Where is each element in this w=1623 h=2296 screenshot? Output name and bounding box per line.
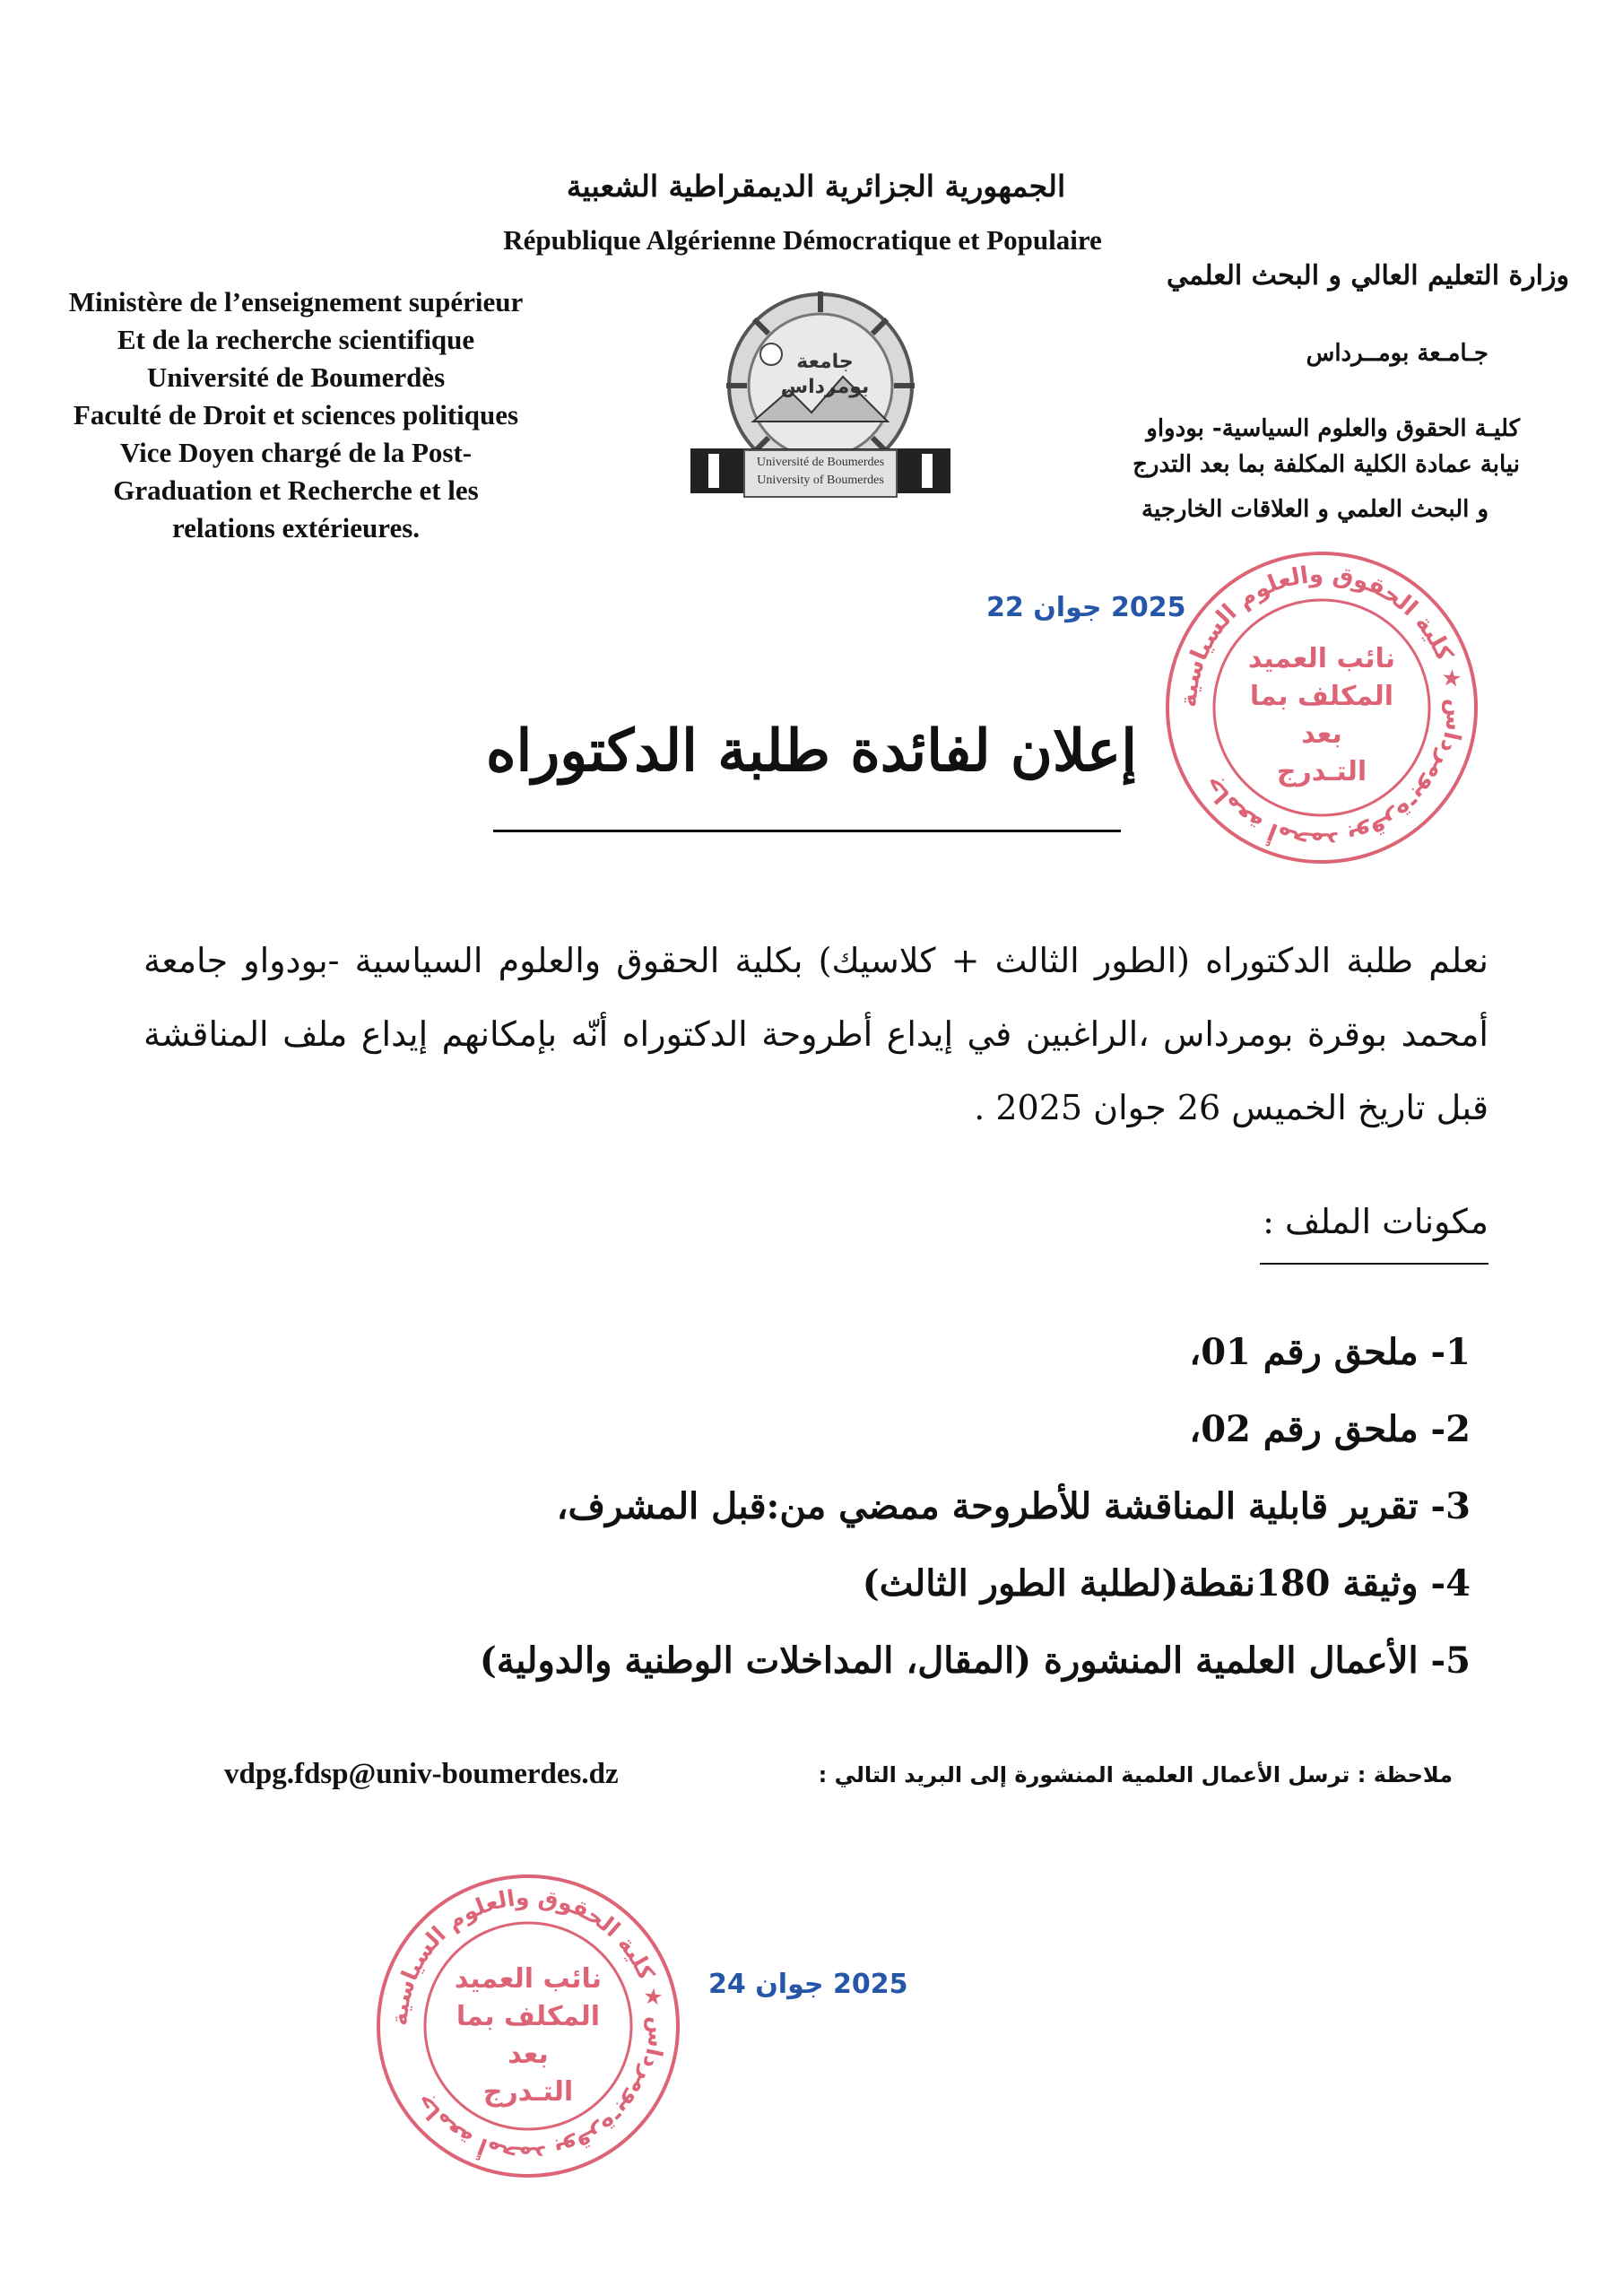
announcement-title: إعلان لفائدة طلبة الدكتوراه [486,718,1137,785]
note-text: ملاحظة : ترسل الأعمال العلمية المنشورة إلى البريد التالي : [818,1762,1453,1787]
arabic-vice-dean-line-1: نيابة عمادة الكلية المكلفة بما بعد التدرج [1133,451,1520,478]
list-item: 2- ملحق رقم 02، [1189,1408,1471,1450]
vice-dean-line-2: Graduation et Recherche et les [113,474,479,506]
arabic-ministry-line: وزارة التعليم العالي و البحث العلمي [1167,260,1569,291]
stamp-line-3: التـدرج [482,2076,574,2109]
faculty-line: Faculté de Droit et sciences politiques [73,399,519,430]
components-underline [1260,1263,1488,1265]
stamp-center-text [439,1961,617,2111]
research-line: Et de la recherche scientifique [117,324,475,355]
arabic-vice-dean-line-2: و البحث العلمي و العلاقات الخارجية [1141,496,1488,523]
arabic-university-line: جـامـعة بومــرداس [1306,340,1488,367]
logo-english-text: University of Boumerdes [757,474,884,487]
list-item: 3- تقرير قابلية المناقشة للأطروحة ممضي من:قبل المشرف، [556,1485,1471,1527]
french-country-header: République Algérienne Démocratique et Populaire [503,224,1102,256]
file-components-list [479,1314,1471,1700]
contact-email[interactable]: vdpg.fdsp@univ-boumerdes.dz [224,1758,619,1790]
list-item: 1- ملحق رقم 01، [1189,1331,1471,1373]
vice-dean-line-3: relations extérieures. [171,512,421,544]
official-stamp-bottom [377,1874,680,2178]
stamp-line-2: المكلف بما بعد [1249,681,1394,751]
university-line: Université de Boumerdès [146,361,446,393]
list-item: 5- الأعمال العلمية المنشورة (المقال، المداخلات الوطنية والدولية) [479,1639,1471,1682]
file-components-heading: مكونات الملف : [1263,1202,1488,1241]
french-institution-block [18,283,574,547]
logo-french-text: Université de Boumerdes [756,456,885,469]
date-stamp-top: 2025 جوان 22 [986,592,1186,623]
vice-dean-line-1: Vice Doyen chargé de la Post- [119,437,473,468]
stamp-line-1: نائب العميد [1247,643,1396,675]
stamp-center-text [1230,640,1413,791]
stamp-ring-text: جامعة أمحمد بوقرة-بومرداس ★ كلية الحقوق والعلوم السياسية [386,1883,671,2169]
stamp-line-1: نائب العميد [454,1963,603,1996]
arabic-faculty-line: كليـة الحقوق والعلوم السياسية- بودواو [1146,415,1520,442]
arabic-country-header: الجمهورية الجزائرية الديمقراطية الشعبية [566,169,1066,204]
stamp-ring-text: جامعة أمحمد بوقرة-بومرداس ★ كلية الحقوق والعلوم السياسية [1175,561,1469,855]
list-item: 4- وثيقة 180نقطة(لطلبة الطور الثالث) [862,1562,1471,1605]
official-stamp-top [1166,552,1478,864]
ministry-line: Ministère de l’enseignement supérieur [68,286,524,317]
date-stamp-bottom: 2025 جوان 24 [708,1969,908,2000]
title-underline [493,830,1121,832]
announcement-body: نعلم طلبة الدكتوراه (الطور الثالث + كلاسيك) بكلية الحقوق والعلوم السياسية -بودواو جامعة أمحمد بوقرة بومرداس ،الراغبين في إيداع أطروحة الدكتوراه أنّه بإمكانهم إيداع ملف المناقشة قبل تاريخ الخميس 26 جوان 2025 . [143,941,1488,1127]
logo-arabic-text: جامعة بومرداس [780,351,870,398]
stamp-line-2: المكلف بما بعد [456,2001,601,2071]
university-logo [690,287,950,520]
stamp-line-3: التـدرج [1276,756,1367,788]
